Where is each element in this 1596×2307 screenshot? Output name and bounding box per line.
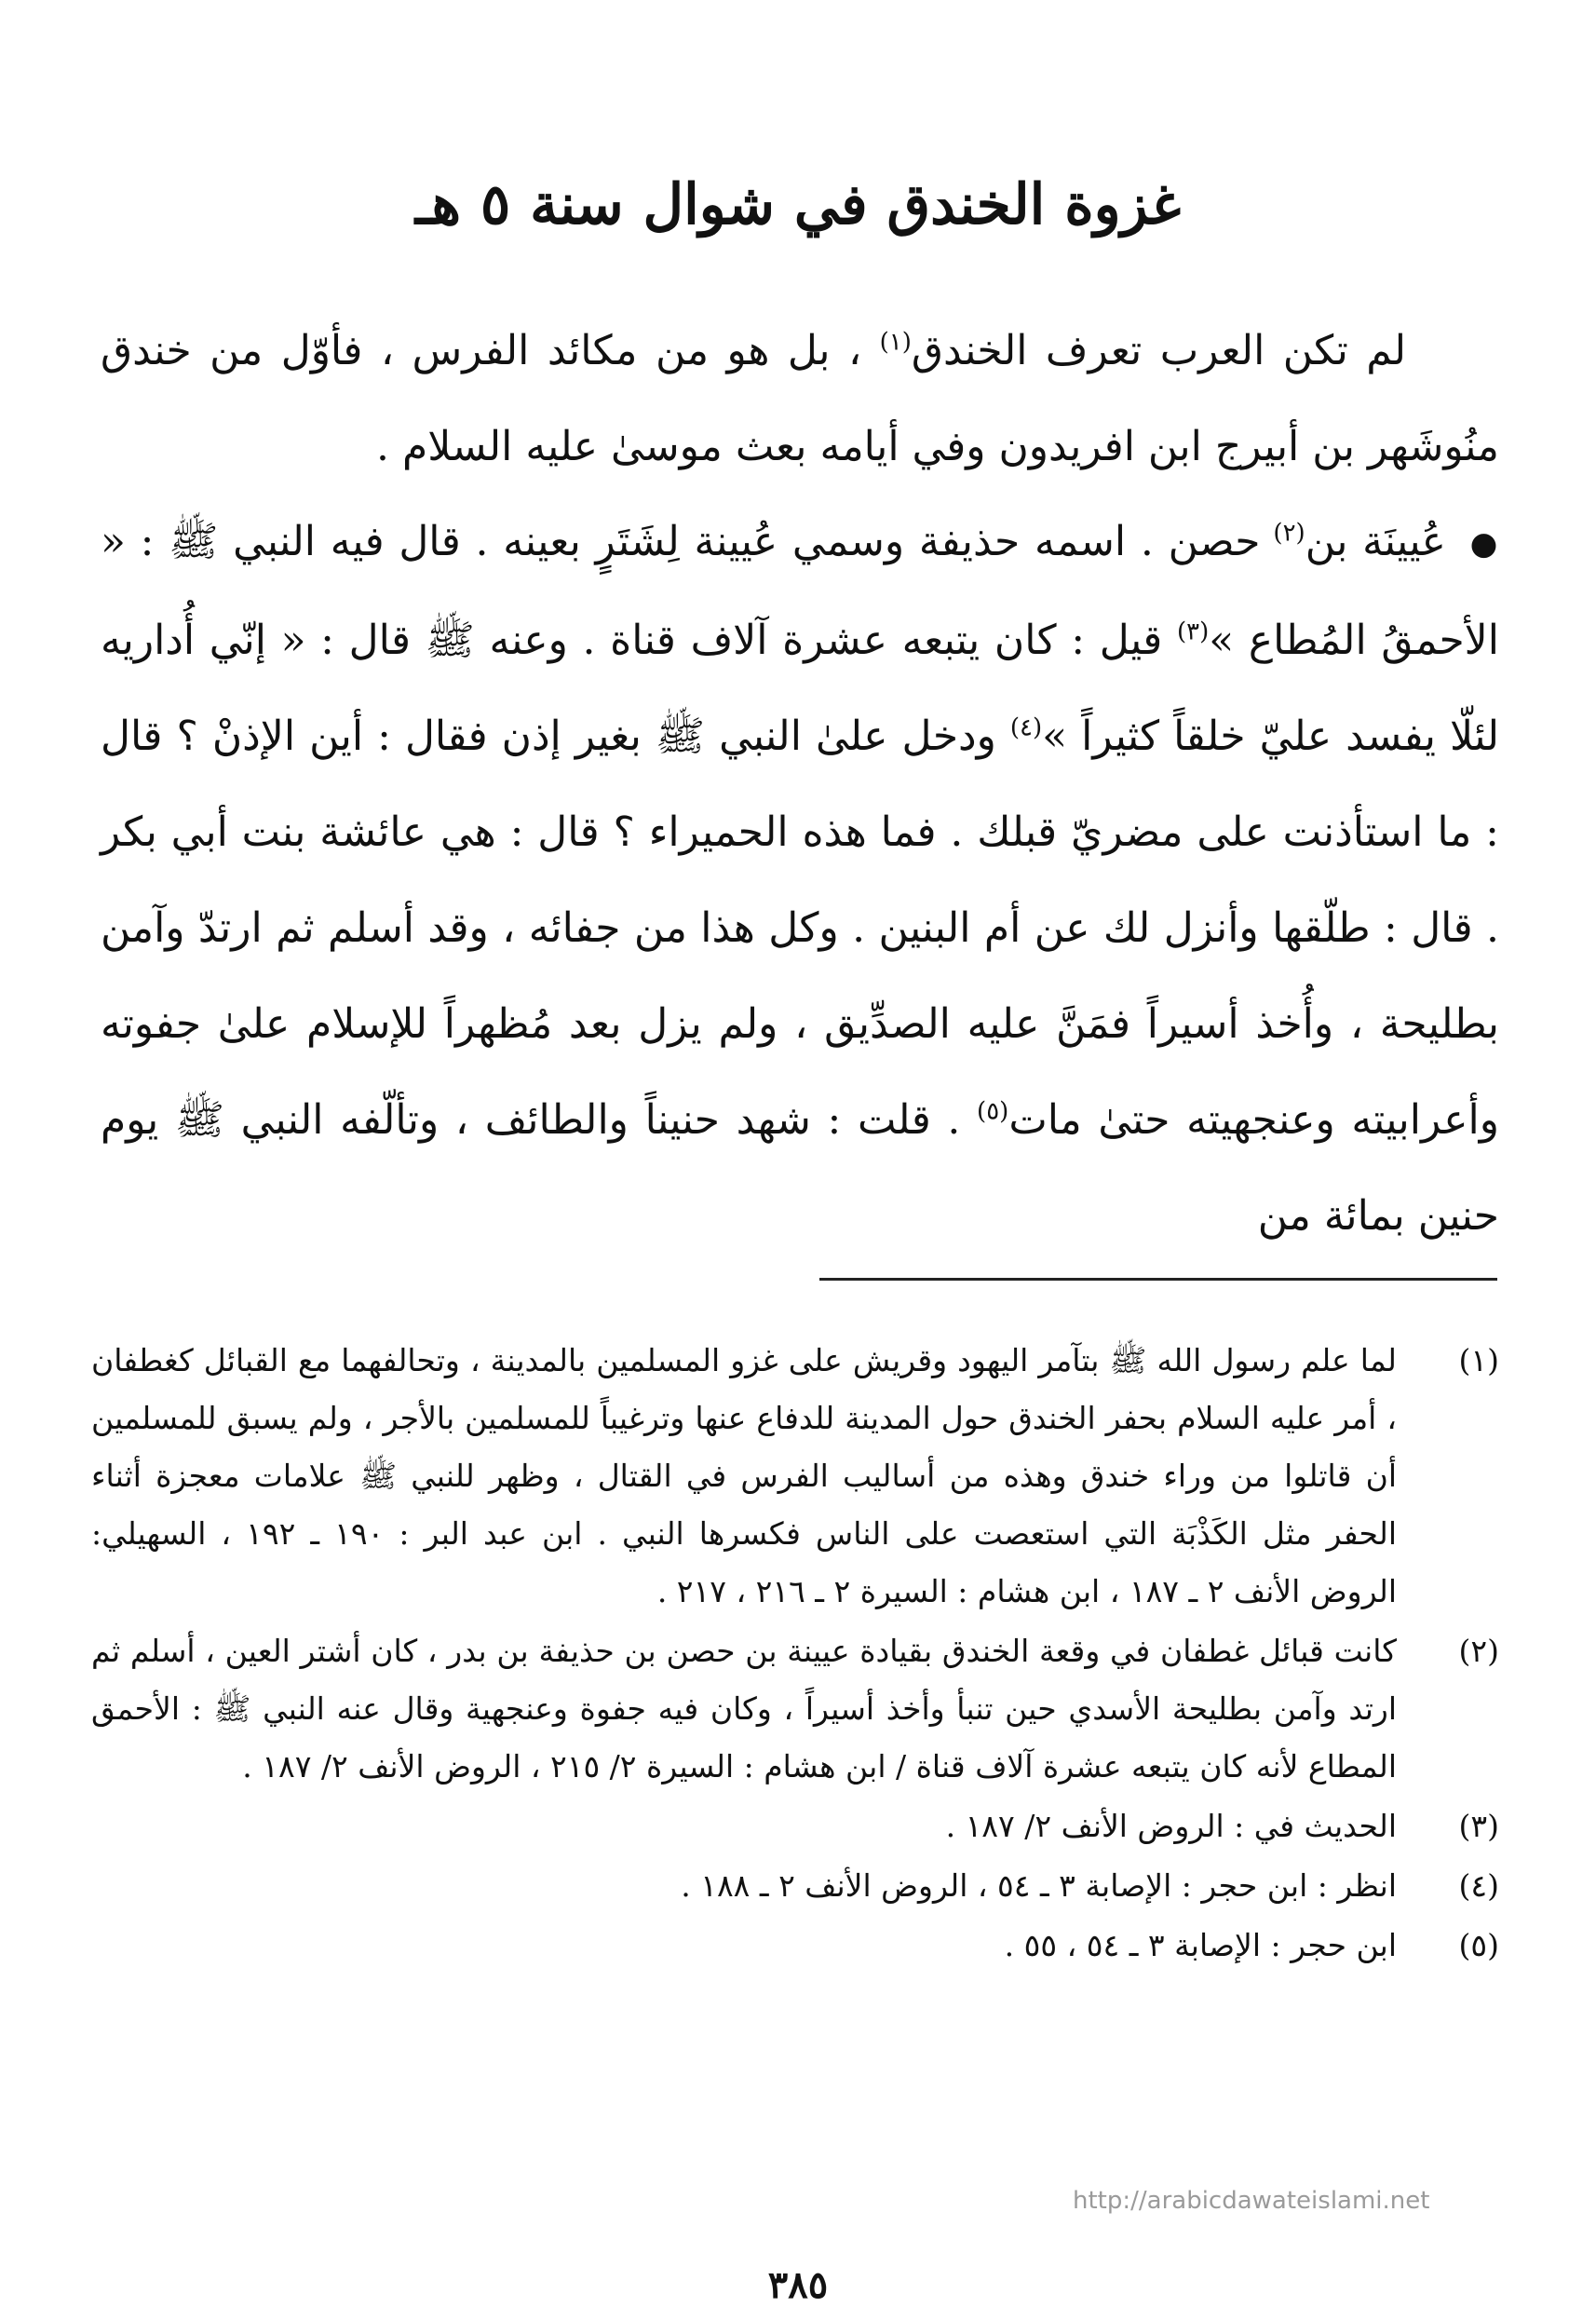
footnote-number: (٣) — [1458, 1808, 1499, 1844]
footnote-ref-3[interactable]: (٣) — [1177, 617, 1210, 646]
watermark-url: http://arabicdawateislami.net — [1073, 2187, 1430, 2215]
footnote-divider — [819, 1278, 1497, 1281]
footnote-2 — [91, 1622, 1499, 1796]
footnote-ref-2[interactable]: (٢) — [1273, 519, 1305, 548]
page-number: ٣٨٥ — [767, 2263, 829, 2307]
paragraph-text: ودخل علىٰ النبي ﷺ بغير إذن فقال : أين الإذنْ ؟ قال : ما استأذنت على مضريّ قبلك . فما هذه الحميراء ؟ قال : هي عائشة بنت أبي بكر . قال : طلّقها وأنزل لك عن أم البنين . وكل هذا من جفائه ، وقد أسلم ثم ارتدّ وآمن بطليحة ، وأُخذ أسيراً فمَنَّ عليه الصدِّيق ، ولم يزل بعد مُظهراً للإسلام علىٰ جفوته وأعرابيته وعنجهيته حتىٰ مات — [101, 712, 1500, 1144]
footnote-text: الحديث في : الروض الأنف ٢/ ١٨٧ . — [945, 1808, 1397, 1844]
footnote-number: (١) — [1458, 1342, 1499, 1378]
paragraph-text: ، بل هو من مكائد الفرس ، فأوّل من خندق منُوشَهر بن أبيرج ابن افريدون وفي أيامه بعث موسىٰ عليه السلام . — [101, 327, 1499, 470]
paragraph-text: . قلت : شهد حنيناً والطائف ، وتألّفه النبي ﷺ يوم حنين بمائة من — [101, 1096, 1499, 1240]
paragraph-text: قيل : كان يتبعه عشرة آلاف قناة . وعنه ﷺ قال : « إنّي أُداريه لئلّا يفسد عليّ خلقاً كثيراً » — [101, 617, 1499, 760]
footnote-number: (٢) — [1458, 1633, 1499, 1669]
footnote-5 — [91, 1917, 1499, 1975]
footnote-ref-4[interactable]: (٤) — [1009, 713, 1043, 742]
footnote-text: ابن حجر : الإصابة ٣ ـ ٥٤ ، ٥٥ . — [1004, 1927, 1397, 1963]
footnote-1 — [91, 1332, 1499, 1621]
bullet-icon: ● — [1469, 525, 1500, 563]
footnote-ref-5[interactable]: (٥) — [977, 1097, 1009, 1126]
chapter-title: غزوة الخندق في شوال سنة ٥ هـ — [414, 172, 1182, 237]
footnote-number: (٥) — [1458, 1927, 1499, 1963]
paragraph-uyaynah — [101, 494, 1499, 1264]
paragraph-text: لم تكن العرب تعرف الخندق — [911, 327, 1406, 374]
footnote-number: (٤) — [1458, 1867, 1499, 1904]
footnote-4 — [91, 1857, 1499, 1915]
footnote-text: لما علم رسول الله ﷺ بتآمر اليهود وقريش على غزو المسلمين بالمدينة ، وتحالفهما مع القبائل كغطفان ، أمر عليه السلام بحفر الخندق حول المدينة للدفاع عنها وترغيباً للمسلمين بالأجر ، ولم يسبق للمسلمين أن قاتلوا من وراء خندق وهذه من أساليب الفرس في القتال ، وظهر للنبي ﷺ علامات معجزة أثناء الحفر مثل الكَذْبَة التي استعصت على الناس فكسرها النبي . ابن عبد البر : ١٩٠ ـ ١٩٢ ، السهيلي: الروض الأنف ٢ ـ ١٨٧ ، ابن هشام : السيرة ٢ ـ ٢١٦ ، ٢١٧ . — [91, 1342, 1397, 1609]
paragraph-text: حصن . اسمه حذيفة وسمي عُيينة لِشَتَرٍ بعينه . قال فيه النبي ﷺ : « الأحمقُ المُطاع » — [101, 518, 1499, 664]
footnote-text: كانت قبائل غطفان في وقعة الخندق بقيادة عيينة بن حصن بن حذيفة بن بدر ، كان أشتر العين ، أسلم ثم ارتد وآمن بطليحة الأسدي حين تنبأ وأخذ أسيراً ، وكان فيه جفوة وعنجهية وقال عنه النبي ﷺ : الأحمق المطاع لأنه كان يتبعه عشرة آلاف قناة / ابن هشام : السيرة ٢/ ٢١٥ ، الروض الأنف ٢/ ١٨٧ . — [91, 1633, 1397, 1785]
footnote-3 — [91, 1798, 1499, 1855]
paragraph-text: عُيينَة بن — [1305, 518, 1461, 565]
paragraph-khandaq — [101, 303, 1499, 495]
footnote-text: انظر : ابن حجر : الإصابة ٣ ـ ٥٤ ، الروض الأنف ٢ ـ ١٨٨ . — [681, 1867, 1397, 1904]
footnotes — [91, 1332, 1499, 1975]
footnote-ref-1[interactable]: (١) — [879, 328, 912, 357]
